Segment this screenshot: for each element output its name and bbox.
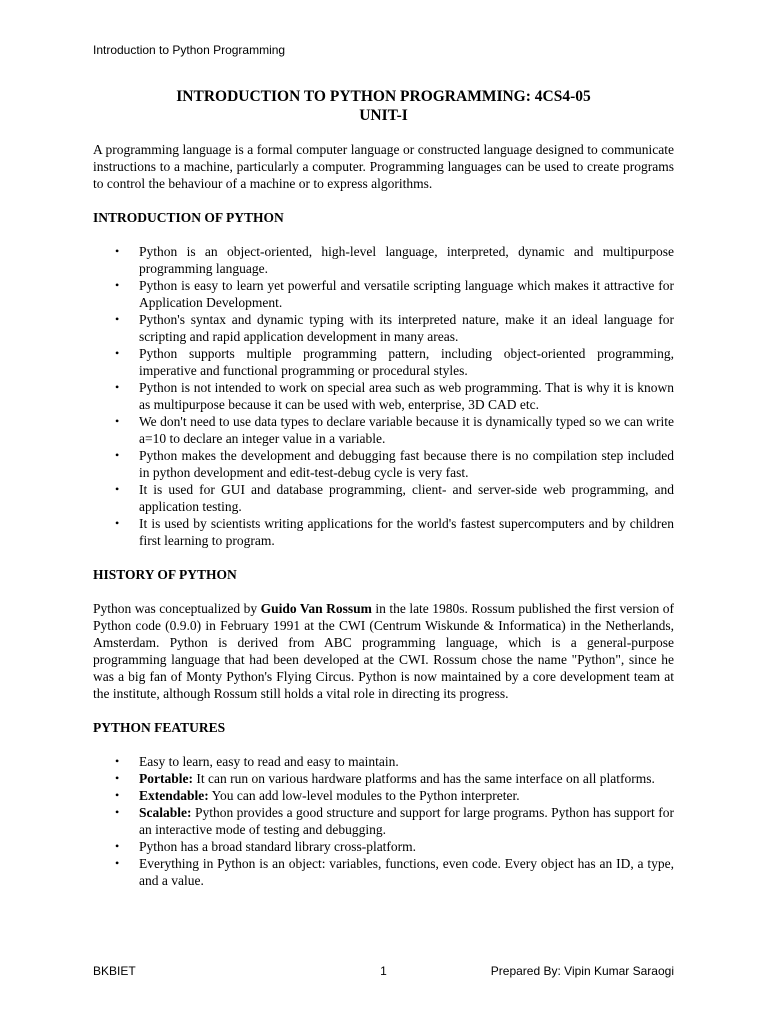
list-item bbox=[93, 804, 674, 838]
bullet-icon: • bbox=[115, 839, 120, 853]
list-item bbox=[93, 855, 674, 889]
history-paragraph bbox=[93, 600, 674, 702]
list-item bbox=[93, 277, 674, 311]
list-item-text: It is used by scientists writing applications for the world's fastest supercomputers and by children first learning to program. bbox=[139, 516, 674, 548]
list-item-label: Extendable: bbox=[139, 788, 209, 803]
bullet-icon: • bbox=[115, 771, 120, 785]
bullet-icon: • bbox=[115, 414, 120, 428]
list-item bbox=[93, 481, 674, 515]
list-item bbox=[93, 311, 674, 345]
list-item-text: Python provides a good structure and support for large programs. Python has support for an interactive mode of testing and debugging. bbox=[139, 805, 674, 837]
features-bullet-list bbox=[93, 753, 674, 889]
list-item-text: It is used for GUI and database programming, client- and server-side web programming, and application testing. bbox=[139, 482, 674, 514]
list-item-text: You can add low-level modules to the Python interpreter. bbox=[208, 788, 520, 803]
list-item bbox=[93, 447, 674, 481]
bullet-icon: • bbox=[115, 448, 120, 462]
list-item bbox=[93, 515, 674, 549]
list-item-label: Scalable: bbox=[139, 805, 192, 820]
list-item-text: It can run on various hardware platforms and has the same interface on all platforms. bbox=[192, 771, 655, 786]
list-item-text: Python makes the development and debugging fast because there is no compilation step included in python development and edit-test-debug cycle is very fast. bbox=[139, 448, 674, 480]
list-item bbox=[93, 243, 674, 277]
list-item bbox=[93, 787, 674, 804]
list-item-text: Python is not intended to work on special area such as web programming. That is why it is known as multipurpose because it can be used with web, enterprise, 3D CAD etc. bbox=[139, 380, 674, 412]
list-item-text: Python's syntax and dynamic typing with its interpreted nature, make it an ideal language for scripting and rapid application development in many areas. bbox=[139, 312, 674, 344]
bullet-icon: • bbox=[115, 244, 120, 258]
bullet-icon: • bbox=[115, 754, 120, 768]
bullet-icon: • bbox=[115, 516, 120, 530]
history-text-after: in the late 1980s. Rossum published the first version of Python code (0.9.0) in February 1991 at the CWI (Centrum Wiskunde & Informatica) in the Netherlands, Amsterdam. Python is derived from ABC programming language, which is a general-purpose programming language that had been developed at the CWI. Rossum chose the name "Python", since he was a big fan of Monty Python's Flying Circus. Python is now maintained by a core development team at the institute, although Rossum still holds a vital role in directing its progress. bbox=[93, 601, 674, 701]
bullet-icon: • bbox=[115, 312, 120, 326]
list-item-label: Portable: bbox=[139, 771, 193, 786]
section-heading-features: PYTHON FEATURES bbox=[93, 720, 226, 735]
list-item-text: Python has a broad standard library cross-platform. bbox=[139, 839, 417, 854]
list-item-text: Python is an object-oriented, high-level language, interpreted, dynamic and multipurpose programming language. bbox=[139, 244, 674, 276]
bullet-icon: • bbox=[115, 278, 120, 292]
bullet-icon: • bbox=[115, 788, 120, 802]
list-item-text: Everything in Python is an object: variables, functions, even code. Every object has an ID, a type, and a value. bbox=[139, 856, 674, 888]
title-line-2: UNIT-I bbox=[359, 107, 408, 124]
page-number: 1 bbox=[380, 964, 387, 978]
page-header: Introduction to Python Programming bbox=[93, 43, 286, 57]
bullet-icon: • bbox=[115, 856, 120, 870]
list-item bbox=[93, 345, 674, 379]
bullet-icon: • bbox=[115, 380, 120, 394]
footer-author: Prepared By: Vipin Kumar Saraogi bbox=[490, 964, 674, 978]
bullet-icon: • bbox=[115, 805, 120, 819]
history-name-bold: Guido Van Rossum bbox=[260, 601, 372, 616]
section-heading-introduction: INTRODUCTION OF PYTHON bbox=[93, 210, 284, 225]
list-item-text: Python supports multiple programming pattern, including object-oriented programming, imperative and functional programming or procedural styles. bbox=[139, 346, 674, 378]
list-item bbox=[93, 838, 674, 855]
footer-institute: BKBIET bbox=[93, 964, 136, 978]
document-body bbox=[93, 141, 674, 889]
list-item bbox=[93, 379, 674, 413]
introduction-bullet-list bbox=[93, 243, 674, 549]
list-item bbox=[93, 413, 674, 447]
bullet-icon: • bbox=[115, 346, 120, 360]
list-item bbox=[93, 753, 674, 770]
list-item-text: Python is easy to learn yet powerful and versatile scripting language which makes it attractive for Application Development. bbox=[139, 278, 674, 310]
list-item-text: Easy to learn, easy to read and easy to maintain. bbox=[139, 754, 399, 769]
list-item bbox=[93, 770, 674, 787]
section-heading-history: HISTORY OF PYTHON bbox=[93, 567, 237, 582]
bullet-icon: • bbox=[115, 482, 120, 496]
intro-paragraph: A programming language is a formal computer language or constructed language designed to communicate instructions to a machine, particularly a computer. Programming languages can be used to create programs to control the behaviour of a machine or to express algorithms. bbox=[93, 142, 674, 191]
history-text-before: Python was conceptualized by bbox=[93, 601, 261, 616]
title-line-1: INTRODUCTION TO PYTHON PROGRAMMING: 4CS4-05 bbox=[176, 88, 591, 105]
list-item-text: We don't need to use data types to declare variable because it is dynamically typed so we can write a=10 to declare an integer value in a variable. bbox=[139, 414, 674, 446]
document-title bbox=[93, 87, 674, 125]
